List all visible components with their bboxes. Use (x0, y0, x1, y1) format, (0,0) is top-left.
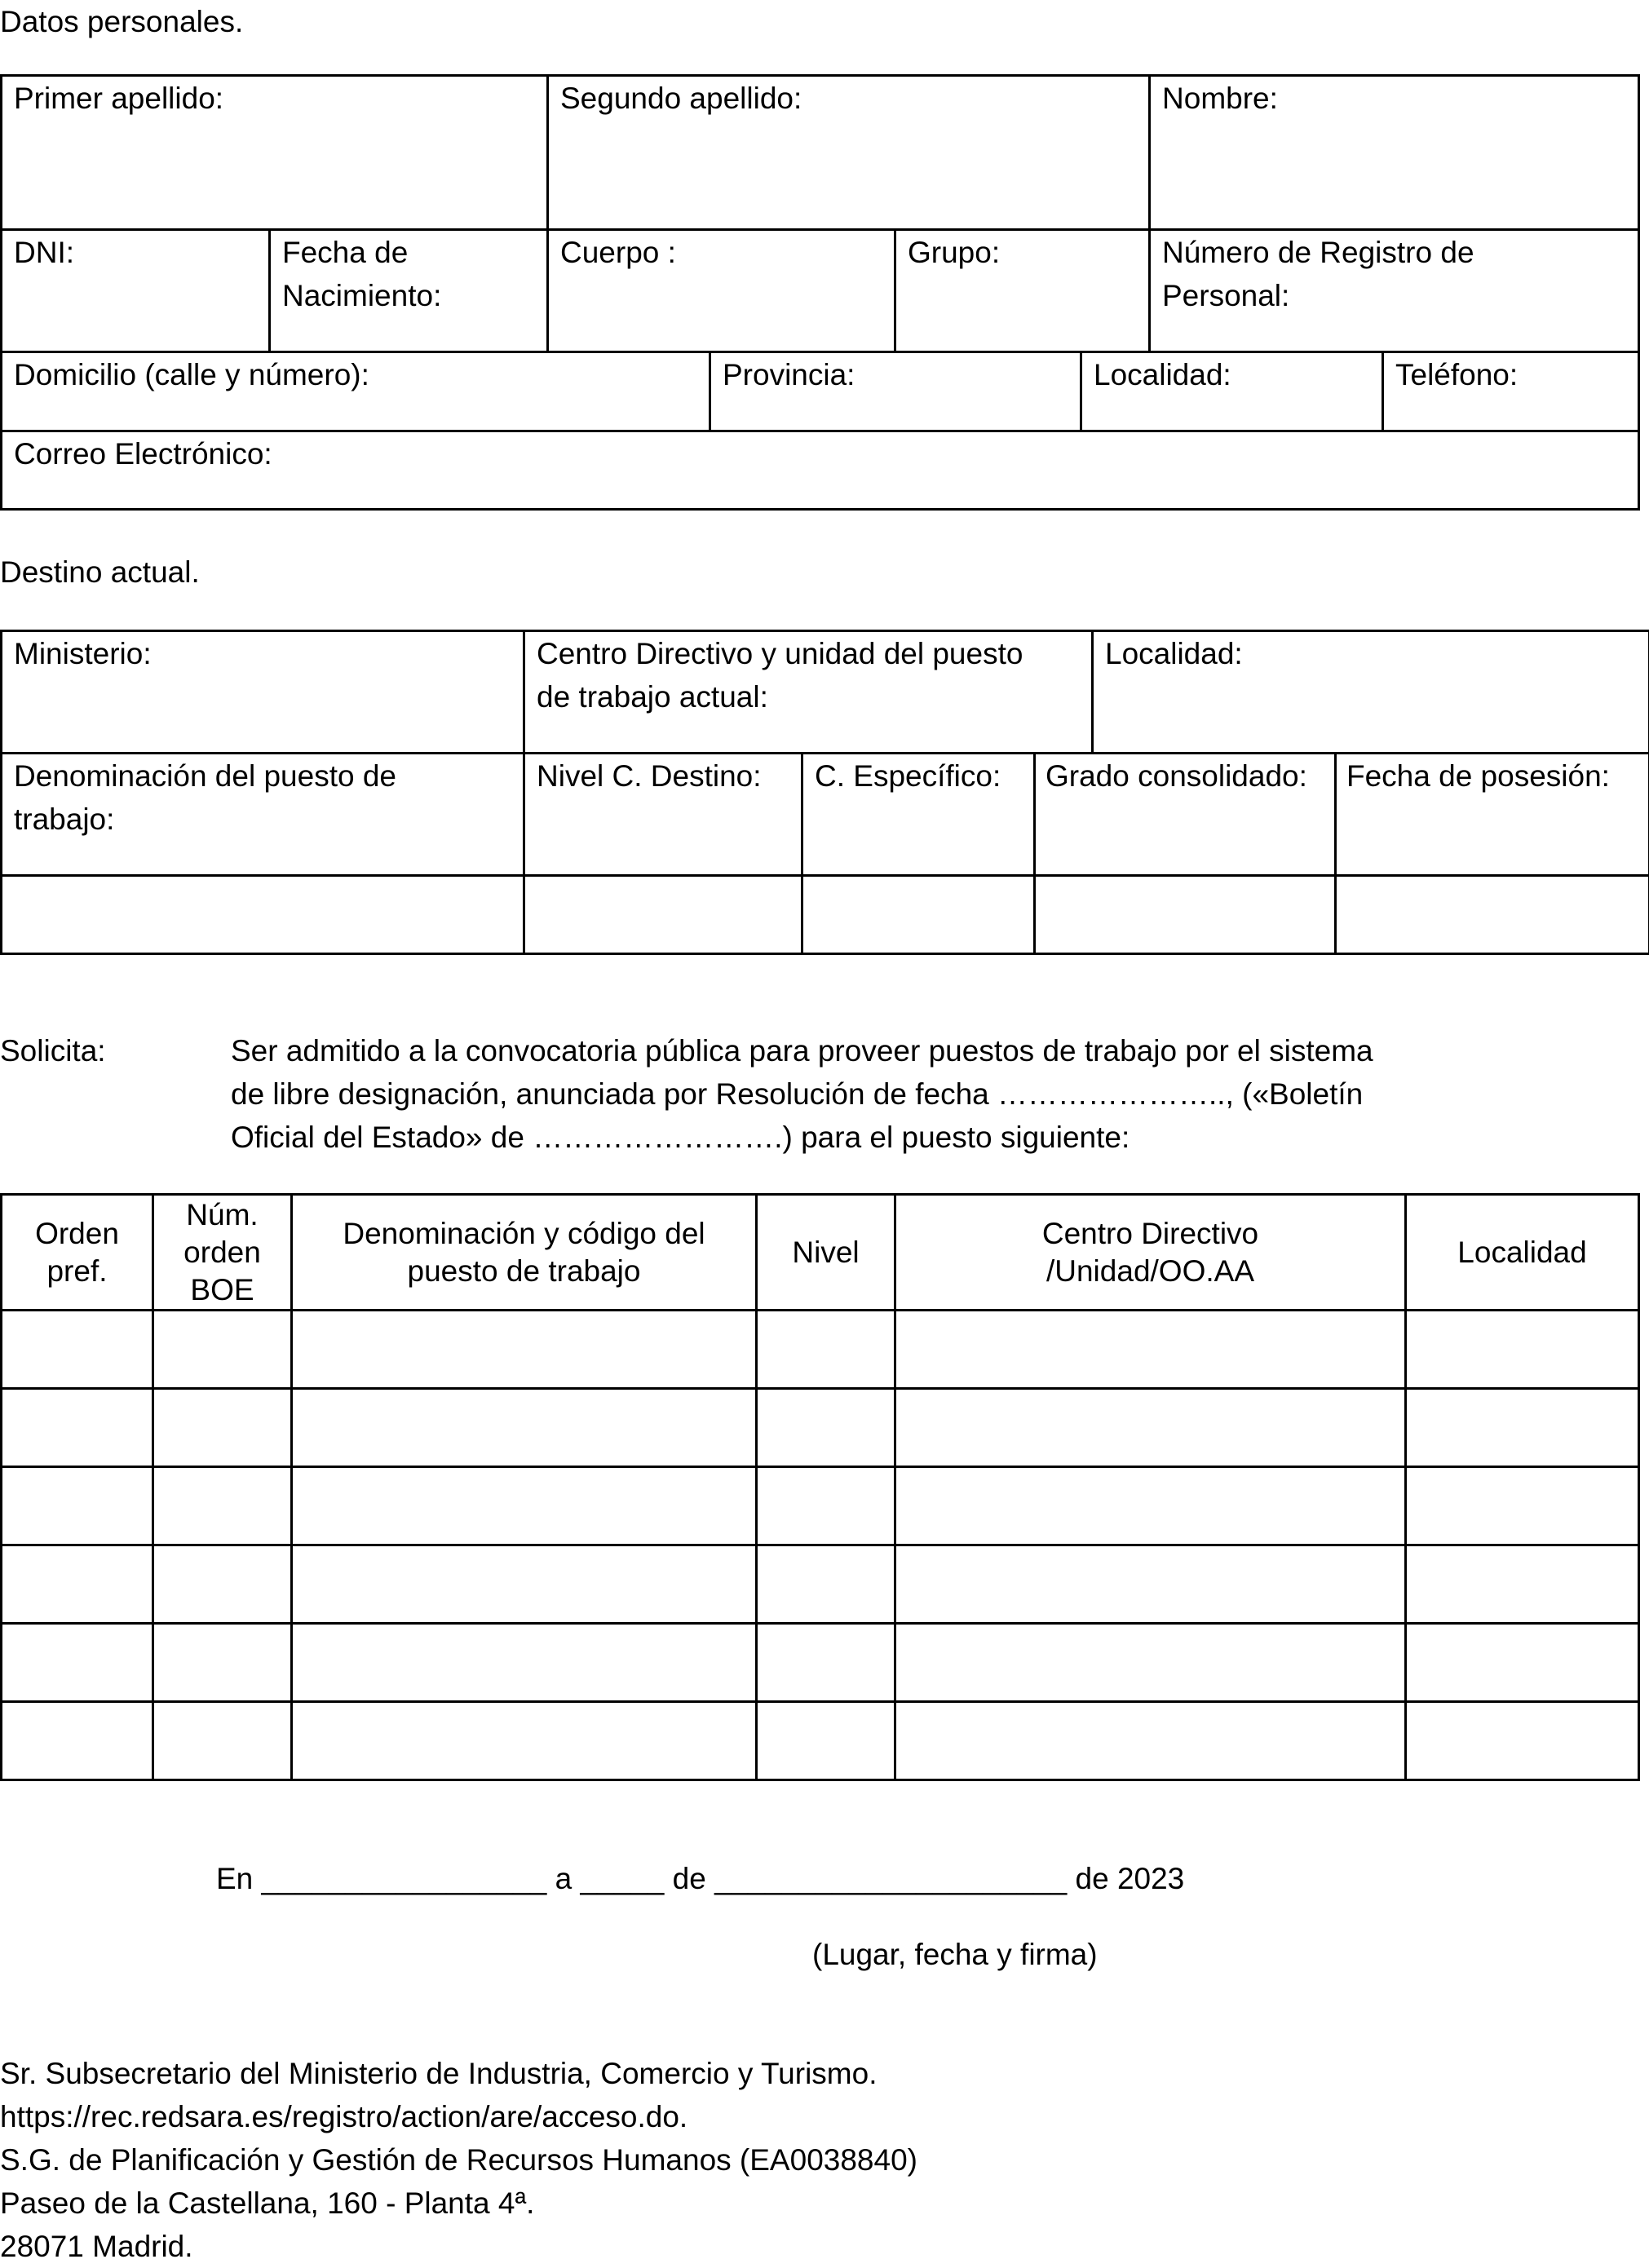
table-cell[interactable] (757, 1311, 895, 1389)
field-fecha-nacimiento[interactable] (270, 230, 548, 352)
table-cell[interactable] (153, 1389, 292, 1467)
field-fecha-posesion[interactable] (1336, 754, 1649, 876)
table-cell[interactable] (1406, 1702, 1639, 1780)
header-localidad: Localidad (1406, 1195, 1639, 1311)
field-nrp[interactable] (1150, 230, 1639, 352)
header-nivel: Nivel (757, 1195, 895, 1311)
field-grupo[interactable] (895, 230, 1150, 352)
table-cell[interactable] (292, 1389, 757, 1467)
address-link[interactable]: https://rec.redsara.es/registro/action/are/acceso.do. (0, 2095, 917, 2138)
field-localidad-destino[interactable] (1093, 631, 1649, 754)
table-cell[interactable] (757, 1467, 895, 1545)
field-segundo-apellido[interactable] (548, 76, 1150, 230)
label-fecha-posesion: Fecha de posesión: (1346, 759, 1610, 793)
address-line: Sr. Subsecretario del Ministerio de Industria, Comercio y Turismo. (0, 2052, 917, 2095)
table-row (2, 1311, 1639, 1389)
table-cell[interactable] (2, 1702, 153, 1780)
table-cell[interactable] (292, 1702, 757, 1780)
table-cell[interactable] (153, 1311, 292, 1389)
table-cell[interactable] (2, 1311, 153, 1389)
personal-data-table-row2 (0, 228, 1640, 353)
signature-line: En _________________ a _____ de _____________________ de 2023 (216, 1857, 1184, 1900)
field-provincia[interactable] (710, 352, 1081, 431)
table-cell[interactable] (153, 1545, 292, 1624)
address-line: S.G. de Planificación y Gestión de Recursos Humanos (EA0038840) (0, 2138, 917, 2182)
header-num-orden-boe: Núm. orden BOE (153, 1195, 292, 1311)
solicita-label: Solicita: (0, 1029, 106, 1072)
table-cell[interactable] (292, 1545, 757, 1624)
label-grado: Grado consolidado: (1046, 759, 1307, 793)
label-nombre: Nombre: (1162, 82, 1278, 115)
table-row (2, 1545, 1639, 1624)
label-ministerio: Ministerio: (14, 637, 152, 670)
label-denominacion-puesto: Denominación del puesto de trabajo: (14, 759, 396, 836)
label-fecha-nacimiento: Fecha de Nacimiento: (282, 236, 441, 312)
header-denominacion: Denominación y código del puesto de trabajo (292, 1195, 757, 1311)
table-cell[interactable] (2, 1389, 153, 1467)
positions-table (0, 1193, 1640, 1781)
field-nivel-destino[interactable] (524, 754, 802, 876)
table-cell[interactable] (1406, 1311, 1639, 1389)
field-centro-directivo[interactable] (524, 631, 1093, 754)
field-primer-apellido[interactable] (2, 76, 548, 230)
table-row (2, 1467, 1639, 1545)
table-cell[interactable] (757, 1389, 895, 1467)
table-cell[interactable] (2, 1545, 153, 1624)
label-cuerpo: Cuerpo : (560, 236, 676, 269)
current-post-table (0, 630, 1649, 754)
table-cell[interactable] (153, 1702, 292, 1780)
field-localidad[interactable] (1081, 352, 1383, 431)
field-grado[interactable] (1035, 754, 1336, 876)
table-cell[interactable] (1406, 1467, 1639, 1545)
table-cell[interactable] (2, 1624, 153, 1702)
table-cell[interactable] (757, 1702, 895, 1780)
field-dni[interactable] (2, 230, 270, 352)
address-line: 28071 Madrid. (0, 2225, 917, 2268)
label-especifico: C. Específico: (815, 759, 1001, 793)
table-cell[interactable] (2, 1467, 153, 1545)
personal-data-table-row3 (0, 351, 1640, 511)
current-post-table-row2 (0, 752, 1649, 955)
input-fecha-posesion[interactable] (1336, 876, 1649, 954)
label-localidad-destino: Localidad: (1105, 637, 1243, 670)
table-cell[interactable] (895, 1467, 1406, 1545)
input-denominacion-puesto[interactable] (2, 876, 524, 954)
label-nrp: Número de Registro de Personal: (1162, 236, 1474, 312)
field-nombre[interactable] (1150, 76, 1639, 230)
label-provincia: Provincia: (723, 358, 855, 391)
table-cell[interactable] (757, 1624, 895, 1702)
field-domicilio[interactable] (2, 352, 710, 431)
field-denominacion-puesto[interactable] (2, 754, 524, 876)
solicita-text: Ser admitido a la convocatoria pública para proveer puestos de trabajo por el sistema de libre designación, anunciada por Resolución de fecha ………………….., («Boletín Oficial del Estado» de …………………….) para el puesto siguiente: (231, 1029, 1642, 1159)
label-nivel-destino: Nivel C. Destino: (537, 759, 762, 793)
field-telefono[interactable] (1383, 352, 1639, 431)
table-cell[interactable] (895, 1702, 1406, 1780)
table-row (2, 1389, 1639, 1467)
section-title-destino-actual: Destino actual. (0, 550, 200, 594)
field-cuerpo[interactable] (548, 230, 895, 352)
label-dni: DNI: (14, 236, 74, 269)
label-telefono: Teléfono: (1395, 358, 1518, 391)
field-correo[interactable] (2, 431, 1639, 510)
label-domicilio: Domicilio (calle y número): (14, 358, 369, 391)
input-grado[interactable] (1035, 876, 1336, 954)
table-cell[interactable] (1406, 1389, 1639, 1467)
address-block (0, 2052, 917, 2268)
table-cell[interactable] (153, 1624, 292, 1702)
table-cell[interactable] (292, 1624, 757, 1702)
label-grupo: Grupo: (908, 236, 1000, 269)
personal-data-table (0, 74, 1640, 231)
label-primer-apellido: Primer apellido: (14, 82, 223, 115)
section-title-datos-personales: Datos personales. (0, 0, 243, 43)
table-cell[interactable] (895, 1624, 1406, 1702)
input-especifico[interactable] (802, 876, 1035, 954)
header-orden-pref: Orden pref. (2, 1195, 153, 1311)
table-cell[interactable] (292, 1311, 757, 1389)
label-centro-directivo: Centro Directivo y unidad del puesto de trabajo actual: (537, 637, 1023, 714)
table-row (2, 1702, 1639, 1780)
table-cell[interactable] (292, 1467, 757, 1545)
signature-caption: (Lugar, fecha y firma) (812, 1933, 1098, 1976)
table-cell[interactable] (153, 1467, 292, 1545)
label-correo: Correo Electrónico: (14, 437, 272, 471)
field-especifico[interactable] (802, 754, 1035, 876)
table-cell[interactable] (1406, 1624, 1639, 1702)
table-cell[interactable] (757, 1545, 895, 1624)
input-nivel-destino[interactable] (524, 876, 802, 954)
table-cell[interactable] (895, 1545, 1406, 1624)
field-ministerio[interactable] (2, 631, 524, 754)
address-line: Paseo de la Castellana, 160 - Planta 4ª. (0, 2182, 917, 2225)
table-row (2, 1624, 1639, 1702)
table-cell[interactable] (895, 1389, 1406, 1467)
table-cell[interactable] (1406, 1545, 1639, 1624)
label-segundo-apellido: Segundo apellido: (560, 82, 802, 115)
table-cell[interactable] (895, 1311, 1406, 1389)
label-localidad: Localidad: (1094, 358, 1231, 391)
header-centro-directivo: Centro Directivo /Unidad/OO.AA (895, 1195, 1406, 1311)
